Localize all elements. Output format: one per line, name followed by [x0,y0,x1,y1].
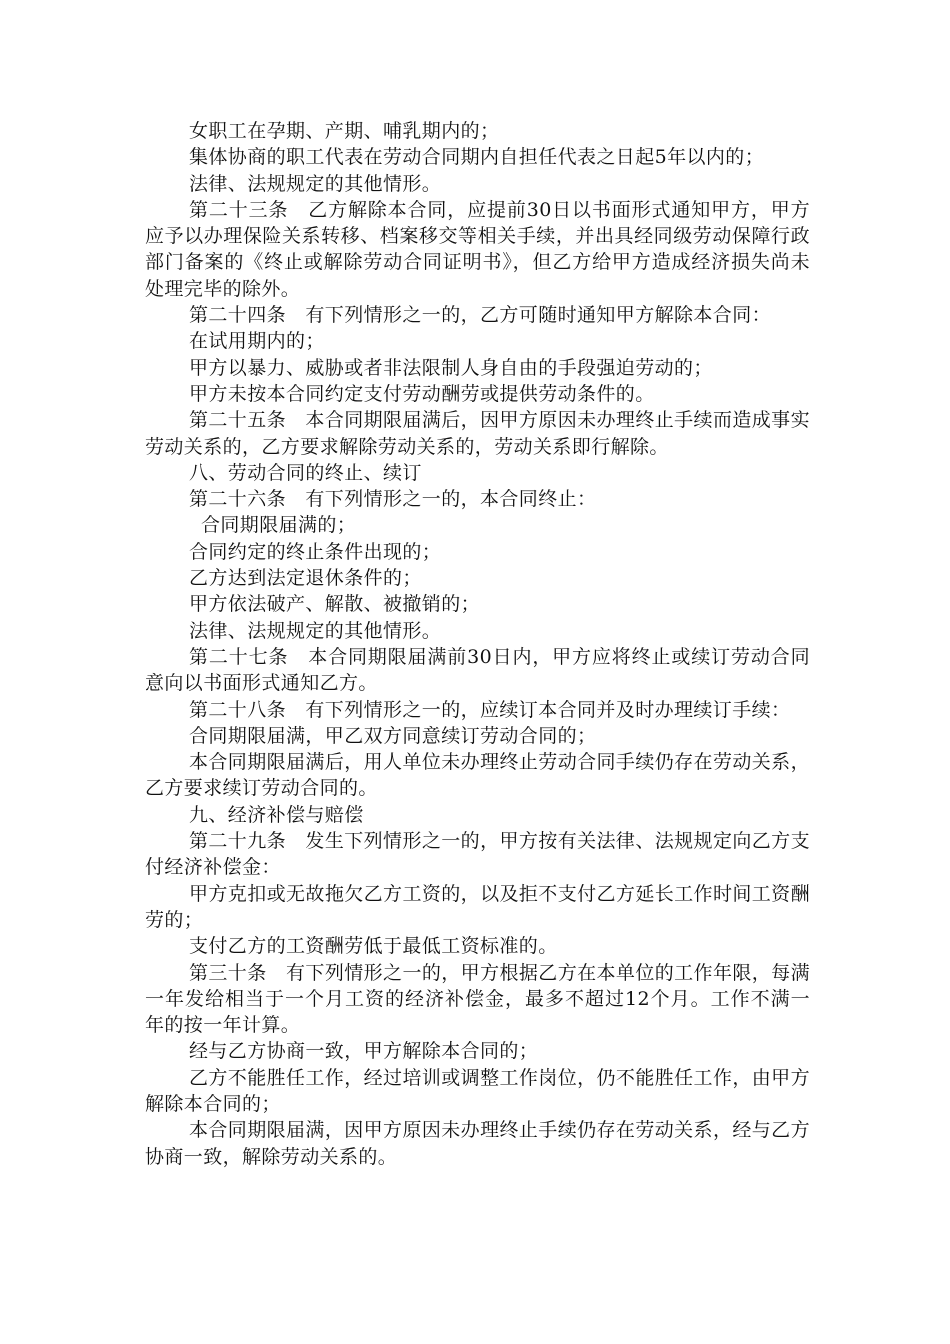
paragraph: 乙方达到法定退休条件的； [189,567,422,590]
paragraph: 甲方依法破产、解散、被撤销的； [189,593,481,616]
article-28: 第二十八条 有下列情形之一的，应续订本合同并及时办理续订手续： [189,698,791,721]
document-body [145,118,810,1170]
section-heading-9: 九、经济补偿与赔偿 [189,803,364,826]
paragraph: 集体协商的职工代表在劳动合同期内自担任代表之日起5年以内的； [189,146,765,169]
paragraph: 合同约定的终止条件出现的； [189,540,442,563]
paragraph: 支付乙方的工资酬劳低于最低工资标准的。 [189,935,558,958]
article-27: 第二十七条 本合同期限届满前30日内，甲方应将终止或续订劳动合同意向以书面形式通知乙方。 [145,645,810,695]
paragraph: 甲方未按本合同约定支付劳动酬劳或提供劳动条件的。 [189,382,655,405]
paragraph: 本合同期限届满后，用人单位未办理终止劳动合同手续仍存在劳动关系，乙方要求续订劳动合同的。 [145,751,810,800]
article-30: 第三十条 有下列情形之一的，甲方根据乙方在本单位的工作年限，每满一年发给相当于一个月工资的经济补偿金，最多不超过12个月。工作不满一年的按一年计算。 [145,961,810,1037]
paragraph: 法律、法规规定的其他情形。 [189,172,442,195]
article-24: 第二十四条 有下列情形之一的，乙方可随时通知甲方解除本合同： [189,304,772,327]
paragraph: 甲方以暴力、威胁或者非法限制人身自由的手段强迫劳动的； [189,356,713,379]
paragraph: 女职工在孕期、产期、哺乳期内的； [189,120,500,142]
article-26: 第二十六条 有下列情形之一的，本合同终止： [189,488,597,511]
paragraph: 合同期限届满，甲乙双方同意续订劳动合同的； [189,724,597,747]
paragraph: 在试用期内的； [189,330,325,353]
paragraph: 经与乙方协商一致，甲方解除本合同的； [189,1040,539,1063]
paragraph: 本合同期限届满，因甲方原因未办理终止手续仍存在劳动关系，经与乙方协商一致，解除劳动关系的。 [145,1119,810,1168]
paragraph: 合同期限届满的； [201,514,357,537]
paragraph: 乙方不能胜任工作，经过培训或调整工作岗位，仍不能胜任工作，由甲方解除本合同的； [145,1066,810,1115]
section-heading-8: 八、劳动合同的终止、续订 [189,461,422,484]
article-29: 第二十九条 发生下列情形之一的，甲方按有关法律、法规规定向乙方支付经济补偿金： [145,830,810,879]
article-23: 第二十三条 乙方解除本合同，应提前30日以书面形式通知甲方，甲方应予以办理保险关系转移、档案移交等相关手续，并出具经同级劳动保障行政部门备案的《终止或解除劳动合同证明书》，但乙方给甲方造成经济损失尚未处理完毕的除外。 [145,198,810,300]
paragraph: 法律、法规规定的其他情形。 [189,619,442,642]
article-25: 第二十五条 本合同期限届满后，因甲方原因未办理终止手续而造成事实劳动关系的，乙方要求解除劳动关系的，劳动关系即行解除。 [145,409,810,458]
paragraph: 甲方克扣或无故拖欠乙方工资的，以及拒不支付乙方延长工作时间工资酬劳的； [145,882,810,931]
